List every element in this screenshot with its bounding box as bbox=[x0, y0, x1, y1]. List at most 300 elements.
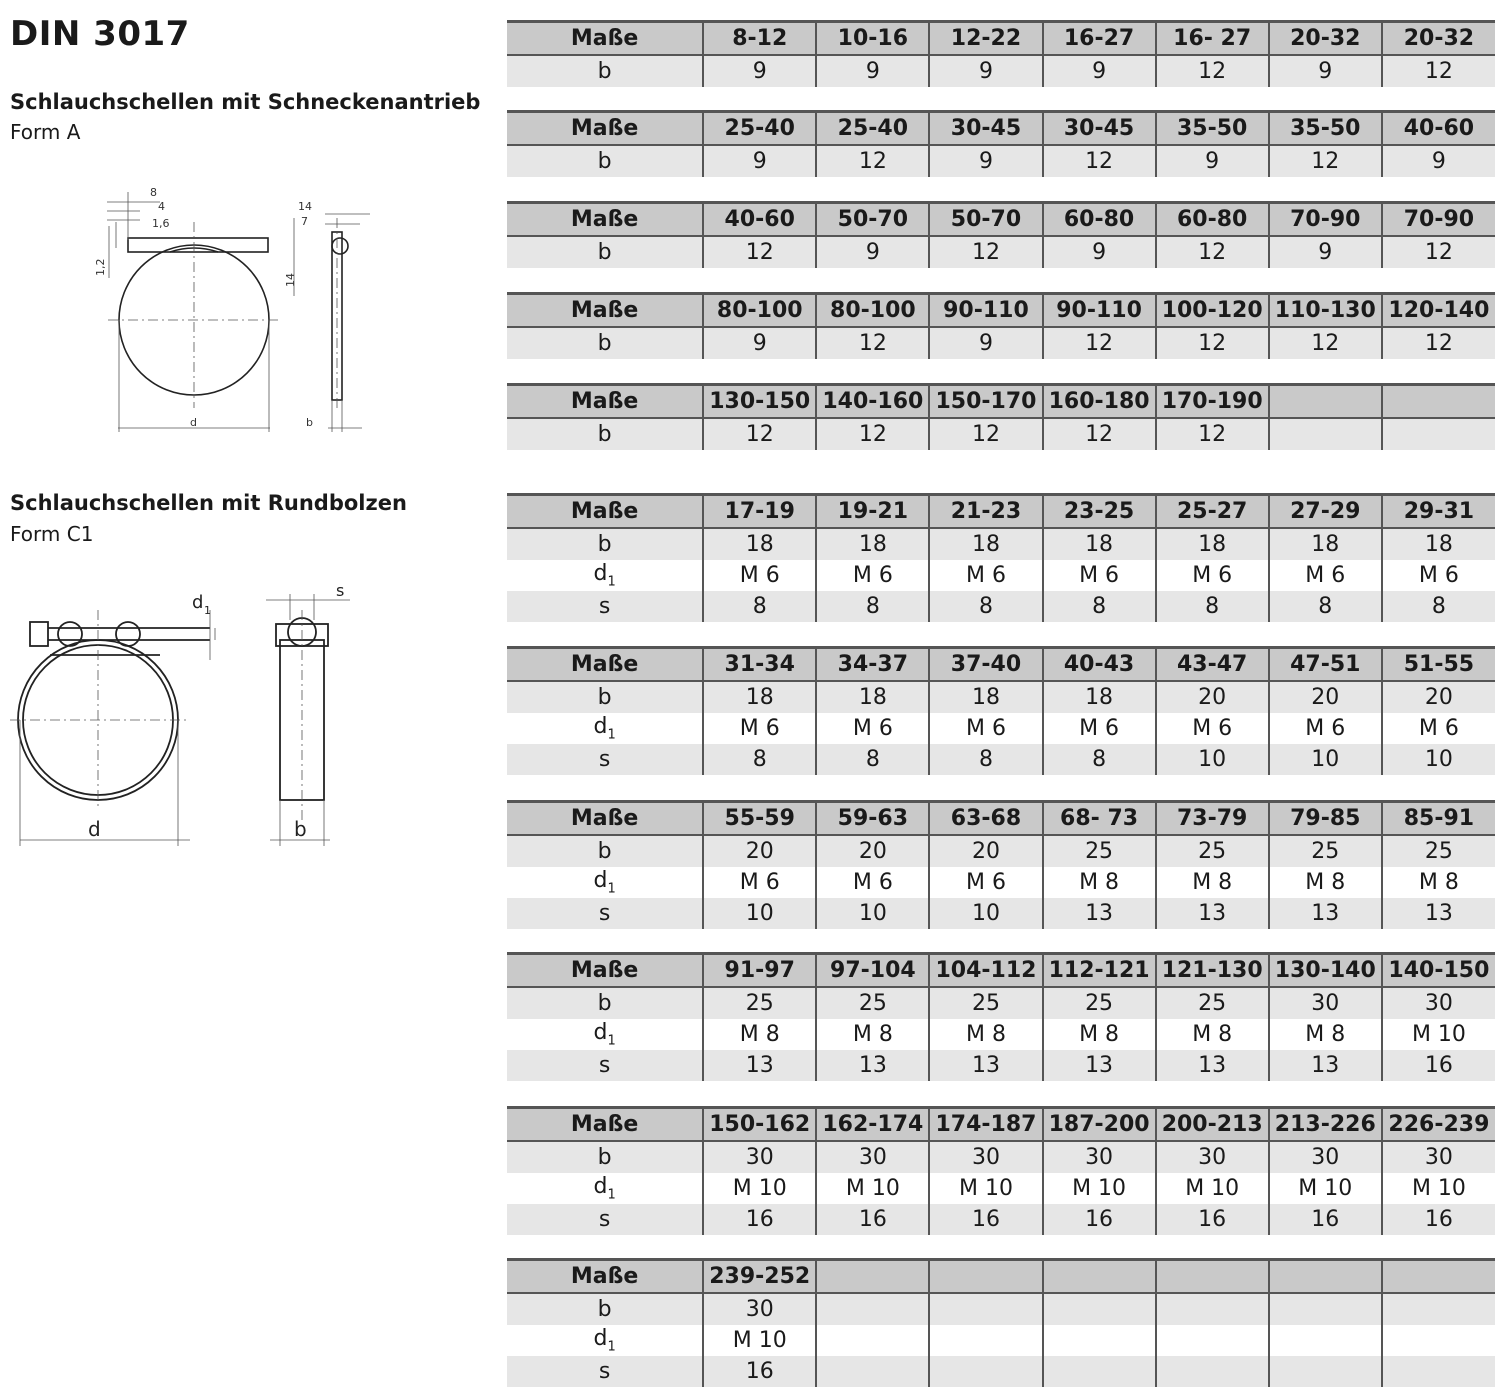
value-cell: M 8 bbox=[816, 1019, 929, 1050]
dim-label-1-6: 1,6 bbox=[152, 217, 170, 230]
size-cell: 40-60 bbox=[703, 203, 816, 237]
row-label-d1 bbox=[507, 1019, 703, 1050]
value-cell: 20 bbox=[1156, 681, 1269, 713]
size-cell: 10-16 bbox=[816, 22, 929, 56]
row-label-s: s bbox=[507, 1356, 703, 1387]
row-label-s: s bbox=[507, 591, 703, 622]
value-cell: 8 bbox=[1043, 744, 1156, 775]
table-row-b bbox=[507, 55, 1495, 87]
value-cell: M 6 bbox=[1269, 560, 1382, 591]
row-label-d: d bbox=[593, 1174, 608, 1200]
value-cell: 13 bbox=[1156, 898, 1269, 929]
row-label-b: b bbox=[507, 835, 703, 867]
value-cell: 25 bbox=[1269, 835, 1382, 867]
size-cell: 20-32 bbox=[1382, 22, 1495, 56]
row-label-masse: Maße bbox=[507, 495, 703, 529]
size-cell: 43-47 bbox=[1156, 648, 1269, 682]
value-cell bbox=[1156, 1293, 1269, 1325]
value-cell: 9 bbox=[1269, 236, 1382, 268]
size-cell: 120-140 bbox=[1382, 294, 1495, 328]
value-cell: 12 bbox=[1156, 327, 1269, 359]
table-form-c1-1 bbox=[507, 493, 1495, 622]
size-cell: 110-130 bbox=[1269, 294, 1382, 328]
table-row-b bbox=[507, 528, 1495, 560]
size-cell: 160-180 bbox=[1043, 385, 1156, 419]
dim-label-4: 4 bbox=[158, 200, 165, 213]
value-cell: 18 bbox=[703, 681, 816, 713]
row-label-b: b bbox=[507, 1293, 703, 1325]
round-bolt-right bbox=[116, 622, 140, 646]
size-cell: 30-45 bbox=[929, 112, 1042, 146]
dim-label-7: 7 bbox=[301, 215, 308, 228]
value-cell: M 8 bbox=[1156, 867, 1269, 898]
size-cell bbox=[816, 1260, 929, 1294]
value-cell: 30 bbox=[1269, 1141, 1382, 1173]
row-label-d: d bbox=[593, 868, 608, 894]
size-cell bbox=[1382, 385, 1495, 419]
value-cell: 10 bbox=[929, 898, 1042, 929]
value-cell: 12 bbox=[1269, 327, 1382, 359]
size-cell: 150-170 bbox=[929, 385, 1042, 419]
row-label-masse: Maße bbox=[507, 648, 703, 682]
size-cell: 226-239 bbox=[1382, 1108, 1495, 1142]
row-label-masse: Maße bbox=[507, 1260, 703, 1294]
value-cell: 9 bbox=[929, 55, 1042, 87]
value-cell: M 6 bbox=[703, 713, 816, 744]
table-row-d1 bbox=[507, 1325, 1495, 1356]
size-cell: 21-23 bbox=[929, 495, 1042, 529]
value-cell: M 6 bbox=[816, 560, 929, 591]
value-cell: 12 bbox=[816, 327, 929, 359]
value-cell: M 6 bbox=[816, 867, 929, 898]
value-cell: M 10 bbox=[1382, 1019, 1495, 1050]
table-header-row bbox=[507, 954, 1495, 988]
dim-label-d: d bbox=[88, 817, 101, 841]
value-cell: 9 bbox=[1156, 145, 1269, 177]
row-label-b: b bbox=[507, 236, 703, 268]
value-cell: 8 bbox=[929, 591, 1042, 622]
value-cell: 25 bbox=[1382, 835, 1495, 867]
clamp-band-side bbox=[332, 232, 342, 400]
value-cell: 10 bbox=[703, 898, 816, 929]
value-cell: M 8 bbox=[1269, 867, 1382, 898]
table-header-row bbox=[507, 1108, 1495, 1142]
value-cell: 18 bbox=[1043, 681, 1156, 713]
value-cell: M 6 bbox=[1382, 560, 1495, 591]
table-row-s bbox=[507, 1204, 1495, 1235]
table-row-b bbox=[507, 418, 1495, 450]
value-cell: 12 bbox=[703, 418, 816, 450]
dim-label-14-side: 14 bbox=[284, 273, 297, 287]
row-label-masse: Maße bbox=[507, 385, 703, 419]
value-cell bbox=[1269, 418, 1382, 450]
table-form-c1-2 bbox=[507, 646, 1495, 775]
table-form-a-3 bbox=[507, 201, 1495, 268]
value-cell: M 6 bbox=[1156, 560, 1269, 591]
value-cell: 9 bbox=[816, 55, 929, 87]
size-cell: 68- 73 bbox=[1043, 802, 1156, 836]
section-title-form-c1: Schlauchschellen mit Rundbolzen bbox=[10, 491, 407, 515]
row-label-b: b bbox=[507, 418, 703, 450]
value-cell: 18 bbox=[929, 681, 1042, 713]
table-row-b bbox=[507, 835, 1495, 867]
value-cell: 16 bbox=[929, 1204, 1042, 1235]
value-cell: 8 bbox=[1269, 591, 1382, 622]
value-cell: M 8 bbox=[1382, 867, 1495, 898]
row-label-masse: Maße bbox=[507, 294, 703, 328]
size-cell: 170-190 bbox=[1156, 385, 1269, 419]
value-cell bbox=[1043, 1325, 1156, 1356]
value-cell: 8 bbox=[1382, 591, 1495, 622]
row-label-d: d bbox=[593, 714, 608, 740]
size-cell bbox=[1269, 1260, 1382, 1294]
size-cell bbox=[1382, 1260, 1495, 1294]
table-row-b bbox=[507, 145, 1495, 177]
row-label-sub: 1 bbox=[607, 1339, 616, 1355]
value-cell: 20 bbox=[703, 835, 816, 867]
value-cell: 18 bbox=[1269, 528, 1382, 560]
row-label-sub: 1 bbox=[607, 1187, 616, 1203]
row-label-sub: 1 bbox=[607, 1033, 616, 1049]
size-cell: 20-32 bbox=[1269, 22, 1382, 56]
value-cell bbox=[1269, 1293, 1382, 1325]
size-cell: 130-140 bbox=[1269, 954, 1382, 988]
value-cell: M 8 bbox=[703, 1019, 816, 1050]
value-cell: 18 bbox=[1156, 528, 1269, 560]
value-cell: 10 bbox=[1156, 744, 1269, 775]
value-cell bbox=[1382, 1293, 1495, 1325]
value-cell: 25 bbox=[703, 987, 816, 1019]
value-cell: 16 bbox=[1382, 1204, 1495, 1235]
value-cell: 16 bbox=[703, 1204, 816, 1235]
value-cell: 9 bbox=[929, 327, 1042, 359]
value-cell: M 6 bbox=[703, 867, 816, 898]
value-cell: M 10 bbox=[1382, 1173, 1495, 1204]
value-cell bbox=[816, 1293, 929, 1325]
row-label-b: b bbox=[507, 145, 703, 177]
table-row-b bbox=[507, 236, 1495, 268]
row-label-s: s bbox=[507, 1050, 703, 1081]
value-cell: 8 bbox=[929, 744, 1042, 775]
size-cell: 200-213 bbox=[1156, 1108, 1269, 1142]
table-row-d1 bbox=[507, 1173, 1495, 1204]
row-label-d1 bbox=[507, 867, 703, 898]
table-row-d1 bbox=[507, 713, 1495, 744]
value-cell bbox=[816, 1356, 929, 1387]
drawing-form-c1 bbox=[10, 580, 370, 850]
value-cell: 16 bbox=[1269, 1204, 1382, 1235]
value-cell: 12 bbox=[1382, 55, 1495, 87]
size-cell bbox=[1156, 1260, 1269, 1294]
value-cell: M 6 bbox=[1156, 713, 1269, 744]
value-cell: 8 bbox=[816, 591, 929, 622]
table-row-d1 bbox=[507, 560, 1495, 591]
table-row-d1 bbox=[507, 867, 1495, 898]
value-cell: 18 bbox=[816, 681, 929, 713]
value-cell: 13 bbox=[1382, 898, 1495, 929]
value-cell: 9 bbox=[1043, 55, 1156, 87]
value-cell: 20 bbox=[816, 835, 929, 867]
value-cell: 18 bbox=[703, 528, 816, 560]
table-row-s bbox=[507, 1356, 1495, 1387]
value-cell: 12 bbox=[1382, 236, 1495, 268]
value-cell: 13 bbox=[1269, 1050, 1382, 1081]
value-cell: 16 bbox=[1382, 1050, 1495, 1081]
table-header-row bbox=[507, 495, 1495, 529]
value-cell: M 8 bbox=[1269, 1019, 1382, 1050]
size-cell: 174-187 bbox=[929, 1108, 1042, 1142]
size-cell: 59-63 bbox=[816, 802, 929, 836]
size-cell: 34-37 bbox=[816, 648, 929, 682]
row-label-b: b bbox=[507, 681, 703, 713]
value-cell: M 6 bbox=[1043, 713, 1156, 744]
row-label-d1 bbox=[507, 713, 703, 744]
size-cell: 90-110 bbox=[929, 294, 1042, 328]
value-cell: M 6 bbox=[1043, 560, 1156, 591]
value-cell: 8 bbox=[816, 744, 929, 775]
value-cell: M 10 bbox=[816, 1173, 929, 1204]
value-cell: M 6 bbox=[1382, 713, 1495, 744]
value-cell: 30 bbox=[929, 1141, 1042, 1173]
value-cell: 12 bbox=[929, 418, 1042, 450]
value-cell: 13 bbox=[1156, 1050, 1269, 1081]
row-label-masse: Maße bbox=[507, 22, 703, 56]
size-cell bbox=[1043, 1260, 1156, 1294]
table-row-b bbox=[507, 681, 1495, 713]
table-header-row bbox=[507, 203, 1495, 237]
table-form-c1-3 bbox=[507, 800, 1495, 929]
size-cell: 213-226 bbox=[1269, 1108, 1382, 1142]
value-cell bbox=[929, 1325, 1042, 1356]
size-cell: 140-150 bbox=[1382, 954, 1495, 988]
size-cell: 162-174 bbox=[816, 1108, 929, 1142]
dim-label-d1-sub: 1 bbox=[204, 604, 211, 617]
value-cell: M 10 bbox=[703, 1173, 816, 1204]
row-label-masse: Maße bbox=[507, 802, 703, 836]
dim-label-8: 8 bbox=[150, 186, 157, 199]
value-cell: 9 bbox=[1269, 55, 1382, 87]
table-row-s bbox=[507, 744, 1495, 775]
value-cell: 10 bbox=[816, 898, 929, 929]
value-cell: 13 bbox=[816, 1050, 929, 1081]
value-cell: 9 bbox=[703, 145, 816, 177]
table-header-row bbox=[507, 385, 1495, 419]
value-cell: M 8 bbox=[929, 1019, 1042, 1050]
row-label-b: b bbox=[507, 528, 703, 560]
value-cell: 20 bbox=[1269, 681, 1382, 713]
value-cell: M 10 bbox=[703, 1325, 816, 1356]
value-cell: 12 bbox=[1269, 145, 1382, 177]
value-cell: 18 bbox=[1382, 528, 1495, 560]
value-cell: M 10 bbox=[1043, 1173, 1156, 1204]
table-form-a-5 bbox=[507, 383, 1495, 450]
value-cell: 25 bbox=[1156, 987, 1269, 1019]
value-cell: 13 bbox=[1269, 898, 1382, 929]
size-cell: 55-59 bbox=[703, 802, 816, 836]
value-cell: 16 bbox=[816, 1204, 929, 1235]
value-cell: 9 bbox=[703, 327, 816, 359]
size-cell: 140-160 bbox=[816, 385, 929, 419]
size-cell: 90-110 bbox=[1043, 294, 1156, 328]
row-label-sub: 1 bbox=[607, 881, 616, 897]
value-cell: 9 bbox=[929, 145, 1042, 177]
size-cell: 47-51 bbox=[1269, 648, 1382, 682]
size-cell: 50-70 bbox=[816, 203, 929, 237]
size-cell: 35-50 bbox=[1156, 112, 1269, 146]
table-header-row bbox=[507, 294, 1495, 328]
dim-label-d: d bbox=[190, 416, 197, 429]
row-label-d1 bbox=[507, 1173, 703, 1204]
dim-label-14-top: 14 bbox=[298, 200, 312, 213]
row-label-d: d bbox=[593, 561, 608, 587]
size-cell: 73-79 bbox=[1156, 802, 1269, 836]
value-cell bbox=[1156, 1356, 1269, 1387]
section-title-form-a: Schlauchschellen mit Schneckenantrieb bbox=[10, 90, 481, 114]
table-header-row bbox=[507, 802, 1495, 836]
value-cell: 10 bbox=[1382, 744, 1495, 775]
value-cell: 16 bbox=[1043, 1204, 1156, 1235]
table-header-row bbox=[507, 112, 1495, 146]
row-label-b: b bbox=[507, 987, 703, 1019]
value-cell: 16 bbox=[703, 1356, 816, 1387]
table-row-b bbox=[507, 1141, 1495, 1173]
size-cell: 29-31 bbox=[1382, 495, 1495, 529]
row-label-sub: 1 bbox=[607, 727, 616, 743]
size-cell: 91-97 bbox=[703, 954, 816, 988]
value-cell: 12 bbox=[1156, 418, 1269, 450]
value-cell: 12 bbox=[1043, 145, 1156, 177]
table-row-b bbox=[507, 327, 1495, 359]
size-cell: 150-162 bbox=[703, 1108, 816, 1142]
size-cell: 19-21 bbox=[816, 495, 929, 529]
size-cell: 30-45 bbox=[1043, 112, 1156, 146]
table-form-a-4 bbox=[507, 292, 1495, 359]
page-title: DIN 3017 bbox=[10, 14, 190, 54]
size-cell: 80-100 bbox=[816, 294, 929, 328]
value-cell: 12 bbox=[816, 145, 929, 177]
row-label-b: b bbox=[507, 327, 703, 359]
table-row-d1 bbox=[507, 1019, 1495, 1050]
value-cell: 12 bbox=[1156, 55, 1269, 87]
size-cell: 27-29 bbox=[1269, 495, 1382, 529]
row-label-d: d bbox=[593, 1020, 608, 1046]
size-cell: 16- 27 bbox=[1156, 22, 1269, 56]
value-cell: M 6 bbox=[929, 867, 1042, 898]
value-cell: 13 bbox=[929, 1050, 1042, 1081]
value-cell: 30 bbox=[1269, 987, 1382, 1019]
row-label-masse: Maße bbox=[507, 112, 703, 146]
value-cell: 9 bbox=[703, 55, 816, 87]
value-cell: 18 bbox=[816, 528, 929, 560]
dim-label-b: b bbox=[294, 817, 307, 841]
size-cell: 60-80 bbox=[1043, 203, 1156, 237]
table-form-c1-6 bbox=[507, 1258, 1495, 1387]
row-label-s: s bbox=[507, 1204, 703, 1235]
value-cell: 12 bbox=[929, 236, 1042, 268]
bolt-head bbox=[30, 622, 48, 646]
section-form-a: Form A bbox=[10, 120, 81, 144]
value-cell bbox=[1269, 1325, 1382, 1356]
value-cell bbox=[1043, 1356, 1156, 1387]
size-cell: 112-121 bbox=[1043, 954, 1156, 988]
size-cell: 130-150 bbox=[703, 385, 816, 419]
value-cell: M 6 bbox=[1269, 713, 1382, 744]
value-cell: 8 bbox=[703, 744, 816, 775]
value-cell: 30 bbox=[1382, 987, 1495, 1019]
size-cell: 17-19 bbox=[703, 495, 816, 529]
value-cell: M 6 bbox=[816, 713, 929, 744]
value-cell: 30 bbox=[1156, 1141, 1269, 1173]
size-cell: 25-27 bbox=[1156, 495, 1269, 529]
value-cell: 25 bbox=[1043, 835, 1156, 867]
size-cell: 40-43 bbox=[1043, 648, 1156, 682]
size-cell: 70-90 bbox=[1269, 203, 1382, 237]
table-row-b bbox=[507, 987, 1495, 1019]
size-cell: 187-200 bbox=[1043, 1108, 1156, 1142]
value-cell: M 8 bbox=[1156, 1019, 1269, 1050]
value-cell: 30 bbox=[1382, 1141, 1495, 1173]
value-cell: 9 bbox=[1382, 145, 1495, 177]
size-cell: 104-112 bbox=[929, 954, 1042, 988]
value-cell: 13 bbox=[703, 1050, 816, 1081]
value-cell: 20 bbox=[929, 835, 1042, 867]
table-header-row bbox=[507, 22, 1495, 56]
table-form-a-2 bbox=[507, 110, 1495, 177]
drawing-form-a bbox=[80, 178, 380, 438]
size-cell: 79-85 bbox=[1269, 802, 1382, 836]
value-cell: M 10 bbox=[929, 1173, 1042, 1204]
round-bolt-left bbox=[58, 622, 82, 646]
size-cell: 70-90 bbox=[1382, 203, 1495, 237]
dim-label-d1: d bbox=[192, 592, 204, 613]
value-cell: 18 bbox=[1043, 528, 1156, 560]
value-cell bbox=[1382, 1356, 1495, 1387]
value-cell: 25 bbox=[1156, 835, 1269, 867]
value-cell: M 6 bbox=[929, 713, 1042, 744]
table-row-s bbox=[507, 1050, 1495, 1081]
size-cell: 40-60 bbox=[1382, 112, 1495, 146]
value-cell bbox=[1156, 1325, 1269, 1356]
value-cell bbox=[929, 1293, 1042, 1325]
size-cell: 51-55 bbox=[1382, 648, 1495, 682]
value-cell: M 10 bbox=[1269, 1173, 1382, 1204]
table-row-b bbox=[507, 1293, 1495, 1325]
table-header-row bbox=[507, 1260, 1495, 1294]
size-cell: 50-70 bbox=[929, 203, 1042, 237]
row-label-d1 bbox=[507, 1325, 703, 1356]
value-cell: M 8 bbox=[1043, 1019, 1156, 1050]
size-cell: 25-40 bbox=[703, 112, 816, 146]
value-cell bbox=[1043, 1293, 1156, 1325]
value-cell: 13 bbox=[1043, 898, 1156, 929]
size-cell bbox=[1269, 385, 1382, 419]
size-cell: 37-40 bbox=[929, 648, 1042, 682]
value-cell: M 10 bbox=[1156, 1173, 1269, 1204]
value-cell bbox=[929, 1356, 1042, 1387]
value-cell: 8 bbox=[1043, 591, 1156, 622]
size-cell: 16-27 bbox=[1043, 22, 1156, 56]
row-label-b: b bbox=[507, 55, 703, 87]
size-cell: 80-100 bbox=[703, 294, 816, 328]
size-cell: 60-80 bbox=[1156, 203, 1269, 237]
size-cell: 8-12 bbox=[703, 22, 816, 56]
value-cell: M 8 bbox=[1043, 867, 1156, 898]
value-cell: 12 bbox=[1043, 418, 1156, 450]
value-cell bbox=[1382, 418, 1495, 450]
row-label-s: s bbox=[507, 744, 703, 775]
size-cell bbox=[929, 1260, 1042, 1294]
value-cell: 20 bbox=[1382, 681, 1495, 713]
